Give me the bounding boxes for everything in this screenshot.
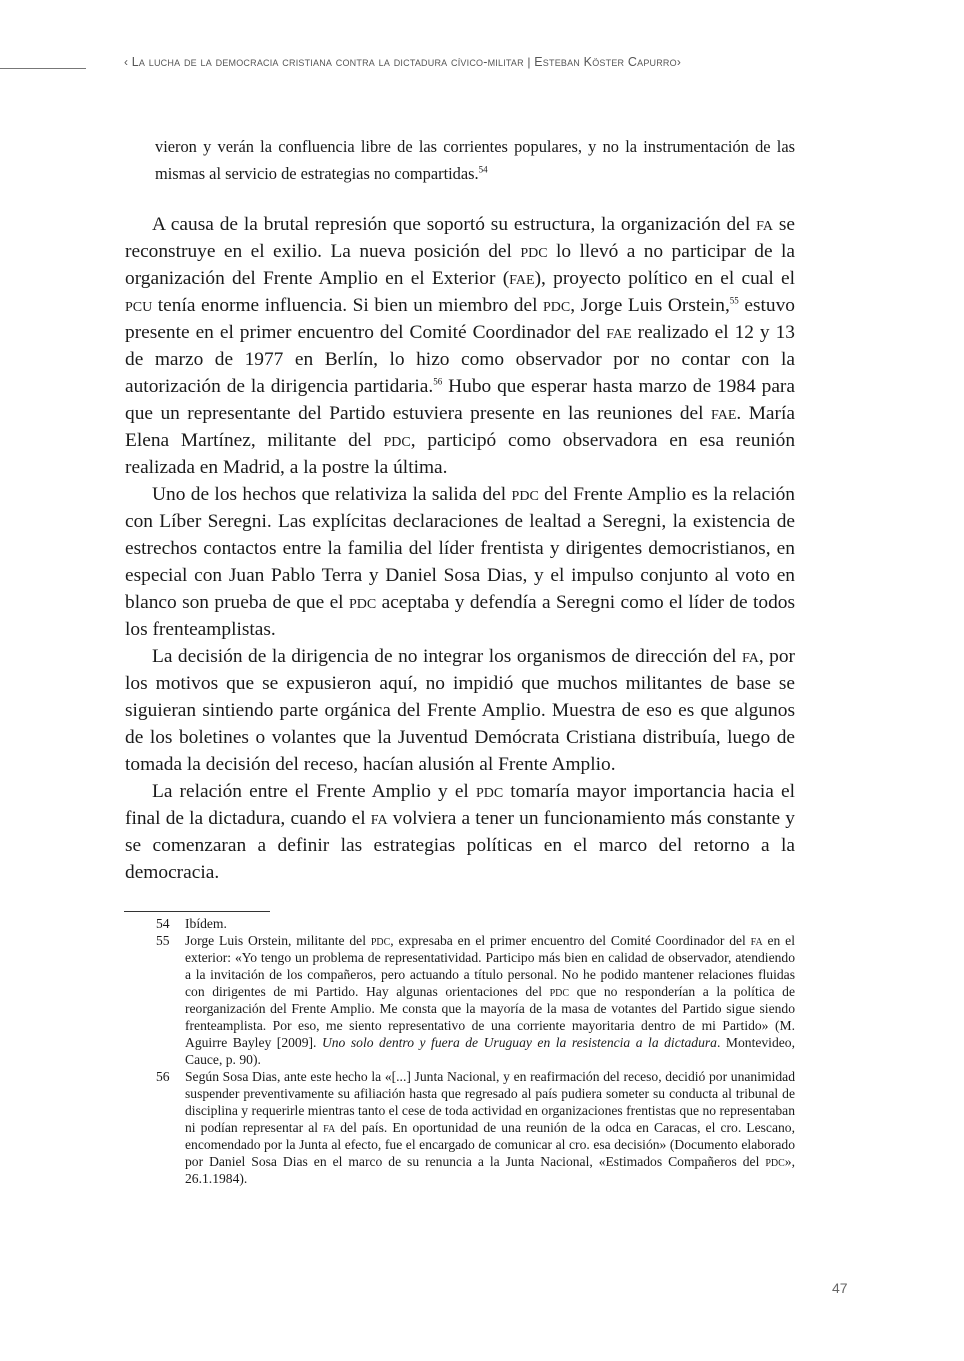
running-head-separator: | bbox=[527, 55, 531, 69]
running-head bbox=[124, 55, 824, 69]
running-head-author: Esteban Köster Capurro bbox=[534, 55, 677, 69]
text-run: Jorge Luis Orstein, militante del bbox=[185, 933, 371, 948]
text-run: se reconstruye en el exilio. La nueva posición del bbox=[125, 214, 795, 262]
text-run: A causa de la brutal represión que soportó su estructura, la organización del bbox=[152, 214, 757, 235]
text-run: , participó como observadora en esa reunión realizada en Madrid, a la postre la última. bbox=[125, 430, 796, 478]
acronym: pdc bbox=[383, 430, 411, 451]
acronym: fae bbox=[606, 322, 632, 343]
header-rule bbox=[0, 68, 86, 69]
footnote-54 bbox=[124, 915, 795, 932]
text-run: volviera a tener un funcionamiento más constante y se comenzaran a definir las estrategias políticas en el marco del retorno a la democracia. bbox=[125, 808, 795, 883]
text-run: ), proyecto político en el cual el bbox=[534, 268, 795, 289]
page-number: 47 bbox=[832, 1280, 848, 1296]
acronym: pdc bbox=[370, 933, 391, 948]
footnote-rule bbox=[124, 911, 270, 912]
footnote-number: 56 bbox=[156, 1069, 170, 1084]
footnote-55 bbox=[124, 932, 795, 1068]
block-quote bbox=[155, 133, 795, 187]
acronym: pdc bbox=[348, 592, 377, 613]
text-run: que no responderían a la política de reorganización del Frente Amplio. Me consta que la mayoría de la masa de votantes del Partido sigue siendo frenteamplista. Por eso, me siento representativo de una corriente mayoritaria dentro de mi Partido» (M. Aguirre Bayley [2009]. bbox=[185, 984, 795, 1050]
text-run: Hubo que esperar hasta marzo de 1984 para que un representante del Partido estuviera presente en las reuniones del bbox=[125, 376, 795, 424]
text-run: tomaría mayor importancia hacia el final de la dictadura, cuando el bbox=[125, 781, 795, 829]
acronym: pdc bbox=[511, 484, 539, 505]
body-text bbox=[125, 211, 795, 886]
acronym: fa bbox=[741, 646, 759, 667]
note-ref-54: 54 bbox=[478, 164, 488, 175]
text-run: Según Sosa Dias, ante este hecho la «[...] Junta Nacional, y en reafirmación del receso, decidió por unanimidad suspender preventivamente su afiliación hasta que regresado al país pudiera someter su conducta al tribunal de disciplina y requerirle mientras tanto el cese de toda actividad en organizaciones frentistas que no representaban ni podían representar al bbox=[185, 1069, 795, 1135]
text-run: . Montevideo, Cauce, p. 90). bbox=[185, 1035, 795, 1067]
acronym: fa bbox=[370, 808, 388, 829]
acronym: pdc bbox=[520, 241, 548, 262]
text-run: lo llevó a no participar de la organización del Frente Amplio en el Exterior ( bbox=[125, 241, 795, 289]
text-run: en el exterior: «Yo tengo un problema de representatividad. Participo más bien en calidad de observador, atendiendo a la invitación de los compañeros, pero actuando a título personal. No he podido mantener relaciones fluidas con dirigentes de mi Partido. Hay algunas orientaciones del bbox=[185, 933, 795, 999]
book-title: Uno solo dentro y fuera de Uruguay en la resistencia a la dictadura bbox=[321, 1035, 717, 1050]
running-head-close-bracket: › bbox=[676, 55, 682, 69]
footnotes bbox=[124, 915, 795, 1187]
text-run: aceptaba y defendía a Seregni como el líder de todos los frenteamplistas. bbox=[125, 592, 795, 640]
text-run: Uno de los hechos que relativiza la salida del bbox=[152, 484, 512, 505]
acronym: fa bbox=[750, 933, 763, 948]
acronym: fae bbox=[710, 403, 737, 424]
paragraph-2 bbox=[125, 481, 795, 643]
text-run: , expresaba en el primer encuentro del Comité Coordinador del bbox=[390, 933, 751, 948]
text-run: del Frente Amplio es la relación con Líber Seregni. Las explícitas declaraciones de lealtad a Seregni, la existencia de estrechos contactos entre la familia del líder frentista y dirigentes democristianos, en especial con Juan Pablo Terra y Daniel Sosa Dias, y el impulso conjunto al voto en blanco son prueba de que el bbox=[125, 484, 795, 613]
paragraph-3 bbox=[125, 643, 795, 778]
text-run: La decisión de la dirigencia de no integrar los organismos de dirección del bbox=[152, 646, 742, 667]
acronym: pdc bbox=[475, 781, 504, 802]
footnote-text bbox=[185, 1068, 795, 1187]
note-ref-56: 56 bbox=[433, 376, 443, 387]
text-run: », 26.1.1984). bbox=[185, 1154, 795, 1186]
footnote-number: 54 bbox=[156, 916, 170, 931]
acronym: pdc bbox=[549, 984, 570, 999]
acronym: pdc bbox=[543, 295, 571, 316]
acronym: fa bbox=[756, 214, 773, 235]
text-run: tenía enorme influencia. Si bien un miembro del bbox=[152, 295, 544, 316]
acronym: pdc bbox=[765, 1154, 785, 1169]
running-head-title: La lucha de la democracia cristiana contra la dictadura cívico-militar bbox=[131, 55, 524, 69]
footnote-56 bbox=[124, 1068, 795, 1187]
acronym: fae bbox=[509, 268, 535, 289]
acronym: fa bbox=[323, 1120, 336, 1135]
text-run: . María Elena Martínez, militante del bbox=[125, 403, 795, 451]
text-run: , por los motivos que se expusieron aquí, no impidió que muchos militantes de base se siguieran sintiendo parte orgánica del Frente Amplio. Muestra de eso es que algunos de los boletines o volantes que la Juventud Demócrata Cristiana distribuía, luego de tomada la decisión del receso, hacían alusión al Frente Amplio. bbox=[125, 646, 795, 775]
running-head-open-bracket: ‹ bbox=[124, 55, 129, 69]
text-run: La relación entre el Frente Amplio y el bbox=[152, 781, 476, 802]
footnote-number: 55 bbox=[156, 933, 170, 948]
note-ref-55: 55 bbox=[729, 295, 739, 306]
text-run: del país. En oportunidad de una reunión de la odca en Caracas, el cro. Lescano, encomendado por la Junta al efecto, fue el encargado de comunicar al cro. esa decisión» (Documento elaborado por Daniel Sosa Dias en el marco de su renuncia a la Junta Nacional, «Estimados Compañeros del bbox=[185, 1120, 795, 1169]
paragraph-4 bbox=[125, 778, 795, 886]
text-run: , Jorge Luis Orstein, bbox=[570, 295, 730, 316]
acronym: pcu bbox=[125, 295, 153, 316]
footnote-text bbox=[185, 932, 795, 1068]
footnote-text: Ibídem. bbox=[185, 916, 227, 931]
block-quote-text: vieron y verán la confluencia libre de las corrientes populares, y no la instrumentación de las mismas al servicio de estrategias no compartidas. bbox=[155, 137, 795, 183]
paragraph-1 bbox=[125, 211, 795, 481]
text-run: estuvo presente en el primer encuentro del Comité Coordinador del bbox=[125, 295, 795, 343]
text-run: realizado el 12 y 13 de marzo de 1977 en Berlín, lo hizo como observador por no contar con la autorización de la dirigencia partidaria. bbox=[125, 322, 795, 397]
